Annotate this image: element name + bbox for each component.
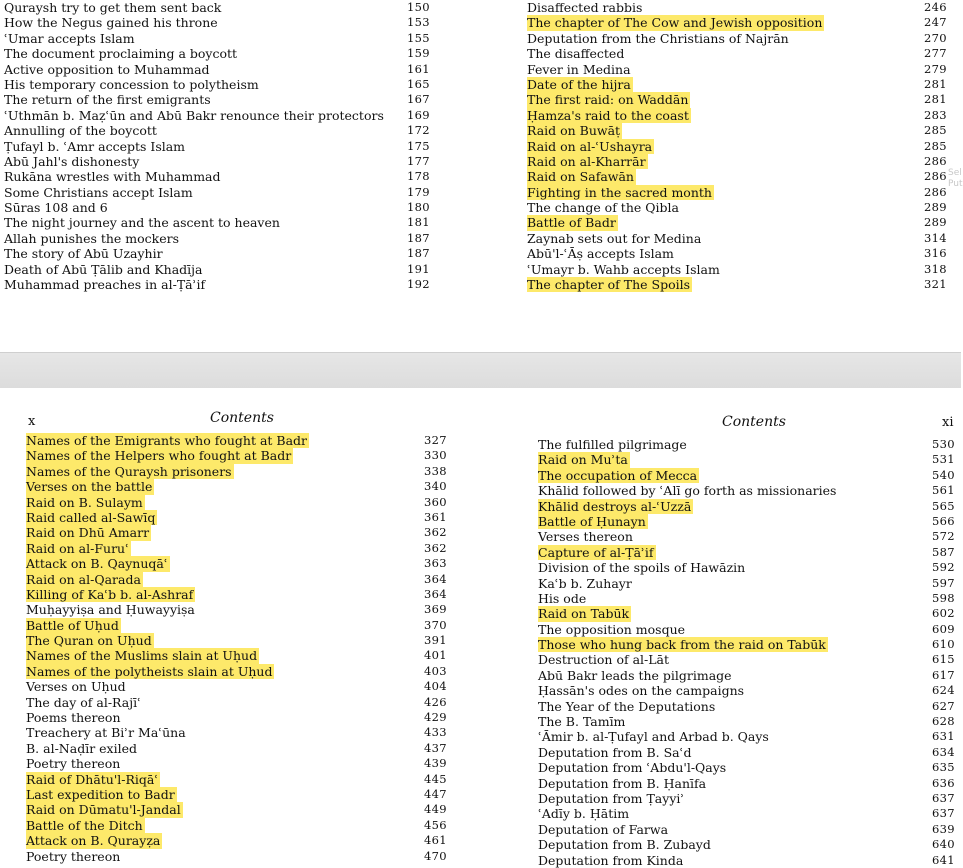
toc-entry xyxy=(4,154,439,169)
toc-entry-page: 572 xyxy=(932,529,955,544)
toc-entry-page: 449 xyxy=(424,802,447,817)
toc-entry-page: 597 xyxy=(932,575,955,590)
bottom-page-spread xyxy=(0,388,961,867)
toc-entry-page: 181 xyxy=(407,215,430,230)
toc-entry-title: Khālid followed by ʿAlī go forth as missionaries xyxy=(538,483,837,499)
toc-entry-page: 639 xyxy=(932,821,955,836)
toc-entry xyxy=(538,714,958,729)
toc-entry xyxy=(26,772,456,787)
toc-entry xyxy=(538,468,958,483)
toc-entry-title: Ḥassān's odes on the campaigns xyxy=(538,683,745,699)
toc-entry-page: 624 xyxy=(932,683,955,698)
toc-entry xyxy=(4,169,439,184)
toc-entry-page: 628 xyxy=(932,714,955,729)
toc-entry-page: 318 xyxy=(924,261,947,276)
toc-entry-title: The fulfilled pilgrimage xyxy=(538,437,687,452)
toc-entry xyxy=(538,529,958,544)
toc-entry-title: Raid on al-Qarada xyxy=(26,571,141,587)
toc-entry-title: Deputation from the Christians of Najrān xyxy=(527,30,789,46)
toc-entry xyxy=(538,652,958,667)
toc-entry xyxy=(26,725,456,740)
toc-entry-page: 150 xyxy=(407,0,430,14)
toc-entry-page: 369 xyxy=(424,602,447,617)
toc-entry-page: 631 xyxy=(932,729,955,744)
toc-entry xyxy=(26,818,456,833)
toc-entry-title: Raid on Muʾta xyxy=(538,452,628,468)
toc-entry xyxy=(527,62,957,77)
toc-entry-title: B. al-Naḍīr exiled xyxy=(26,740,137,756)
toc-entry-page: 321 xyxy=(924,277,947,292)
toc-entry xyxy=(26,587,456,602)
toc-entry-title: Battle of the Ditch xyxy=(26,817,143,833)
toc-entry xyxy=(538,637,958,652)
toc-entry-page: 279 xyxy=(924,61,947,76)
toc-entry-title: Names of the polytheists slain at Uḥud xyxy=(26,663,273,679)
toc-entry-page: 364 xyxy=(424,586,447,601)
page-number-right: xi xyxy=(942,415,954,430)
toc-entry-page: 338 xyxy=(424,463,447,478)
toc-entry-title: Some Christians accept Islam xyxy=(4,184,193,200)
toc-entry xyxy=(538,514,958,529)
toc-entry-page: 246 xyxy=(924,0,947,14)
toc-entry xyxy=(538,760,958,775)
toc-entry-page: 330 xyxy=(424,448,447,463)
toc-entry-title: Raid on al-Kharrār xyxy=(527,153,646,169)
toc-entry-title: Ḥamza's raid to the coast xyxy=(527,107,689,123)
toc-entry-title: His ode xyxy=(538,590,587,606)
toc-entry-page: 530 xyxy=(932,437,955,451)
toc-entry xyxy=(26,525,456,540)
toc-entry-page: 610 xyxy=(932,637,955,652)
toc-entry-page: 179 xyxy=(407,184,430,199)
toc-entry xyxy=(26,495,456,510)
toc-entry-page: 641 xyxy=(932,852,955,867)
toc-entry-title: Abū Bakr leads the pilgrimage xyxy=(538,667,732,683)
toc-entry-page: 565 xyxy=(932,498,955,513)
toc-entry-title: Raid on al-Furuʿ xyxy=(26,540,129,556)
toc-entry xyxy=(26,633,456,648)
toc-entry-page: 155 xyxy=(407,30,430,45)
toc-entry-title: The Year of the Deputations xyxy=(538,698,716,714)
toc-entry-page: 172 xyxy=(407,123,430,138)
toc-entry xyxy=(527,215,957,230)
toc-entry-page: 316 xyxy=(924,246,947,261)
toc-entry xyxy=(26,448,456,463)
toc-entry-page: 180 xyxy=(407,200,430,215)
toc-entry-title: Raid called al-Sawīq xyxy=(26,509,156,525)
toc-entry xyxy=(26,556,456,571)
toc-entry-title: Last expedition to Badr xyxy=(26,786,175,802)
toc-entry-title: Allah punishes the mockers xyxy=(4,230,180,246)
toc-entry-page: 281 xyxy=(924,92,947,107)
toc-entry xyxy=(4,139,439,154)
toc-entry-page: 175 xyxy=(407,138,430,153)
toc-entry-title: Killing of Kaʿb b. al-Ashraf xyxy=(26,586,194,602)
toc-entry-page: 363 xyxy=(424,556,447,571)
toc-entry-title: The occupation of Mecca xyxy=(538,467,698,483)
toc-entry-page: 447 xyxy=(424,786,447,801)
toc-entry-title: The day of al-Rajīʿ xyxy=(26,694,141,710)
toc-entry xyxy=(538,745,958,760)
toc-entry-page: 283 xyxy=(924,107,947,122)
toc-entry-page: 360 xyxy=(424,494,447,509)
top-page-fragment xyxy=(0,0,961,352)
toc-column-right-lower xyxy=(538,437,958,868)
toc-entry xyxy=(527,231,957,246)
toc-entry xyxy=(527,185,957,200)
toc-entry-title: ʿUmar accepts Islam xyxy=(4,30,135,46)
toc-entry-title: Deputation from ʿAbdu'l-Qays xyxy=(538,760,727,776)
toc-entry xyxy=(26,479,456,494)
toc-entry xyxy=(538,776,958,791)
toc-entry xyxy=(527,15,957,30)
toc-entry xyxy=(538,437,958,452)
toc-entry-page: 433 xyxy=(424,725,447,740)
toc-entry-title: Raid on Tabūk xyxy=(538,606,630,622)
toc-entry-title: Raid on Buwāṭ xyxy=(527,123,621,139)
toc-entry-page: 362 xyxy=(424,540,447,555)
toc-entry xyxy=(4,92,439,107)
toc-entry-page: 277 xyxy=(924,46,947,61)
toc-entry-title: Sūras 108 and 6 xyxy=(4,200,108,216)
toc-entry-page: 439 xyxy=(424,756,447,771)
toc-entry xyxy=(538,499,958,514)
toc-entry-title: Deputation from B. Saʿd xyxy=(538,744,692,760)
toc-entry xyxy=(527,200,957,215)
toc-entry xyxy=(4,0,439,15)
toc-entry xyxy=(26,433,456,448)
toc-entry-page: 540 xyxy=(932,467,955,482)
toc-entry xyxy=(26,802,456,817)
toc-entry-page: 426 xyxy=(424,694,447,709)
toc-entry xyxy=(538,452,958,467)
toc-entry-title: Poems thereon xyxy=(26,710,121,726)
toc-entry-page: 340 xyxy=(424,479,447,494)
toc-entry xyxy=(538,591,958,606)
toc-entry-page: 609 xyxy=(932,621,955,636)
toc-entry xyxy=(26,602,456,617)
toc-entry-title: The document proclaiming a boycott xyxy=(4,46,238,62)
toc-entry-page: 404 xyxy=(424,679,447,694)
toc-entry xyxy=(26,464,456,479)
toc-entry xyxy=(527,31,957,46)
toc-entry-title: His temporary concession to polytheism xyxy=(4,76,259,92)
running-header-left: Contents xyxy=(210,410,274,426)
toc-entry-title: ʿUthmān b. Maẓʿūn and Abū Bakr renounce their protectors xyxy=(4,107,384,123)
toc-entry xyxy=(26,756,456,771)
toc-entry xyxy=(26,679,456,694)
toc-entry-page: 286 xyxy=(924,169,947,184)
toc-entry-title: Attack on B. Qurayẓa xyxy=(26,833,161,849)
toc-entry xyxy=(4,231,439,246)
toc-entry-title: Poetry thereon xyxy=(26,848,121,864)
toc-entry xyxy=(538,683,958,698)
toc-entry-title: Quraysh try to get them sent back xyxy=(4,0,222,15)
toc-entry xyxy=(527,139,957,154)
toc-entry xyxy=(538,791,958,806)
toc-entry-title: Rukāna wrestles with Muhammad xyxy=(4,169,221,185)
toc-entry-page: 403 xyxy=(424,663,447,678)
toc-entry-title: Battle of Ḥunayn xyxy=(538,513,646,529)
toc-entry-page: 566 xyxy=(932,513,955,528)
toc-entry xyxy=(26,510,456,525)
toc-entry-page: 165 xyxy=(407,76,430,91)
toc-entry-page: 636 xyxy=(932,775,955,790)
toc-entry-title: Poetry thereon xyxy=(26,756,121,772)
toc-entry-title: Raid on Safawān xyxy=(527,169,634,185)
toc-entry xyxy=(527,108,957,123)
toc-entry-title: ʿAdīy b. Ḥātim xyxy=(538,806,630,822)
toc-entry xyxy=(538,622,958,637)
running-header-right: Contents xyxy=(722,414,786,430)
toc-entry xyxy=(26,695,456,710)
toc-entry-title: Treachery at Biʾr Maʿūna xyxy=(26,725,186,741)
toc-entry-title: Fever in Medina xyxy=(527,61,631,77)
toc-entry-title: The disaffected xyxy=(527,46,625,62)
toc-entry-page: 445 xyxy=(424,771,447,786)
toc-entry-page: 153 xyxy=(407,15,430,30)
toc-entry xyxy=(538,822,958,837)
toc-entry xyxy=(538,545,958,560)
toc-entry-title: Active opposition to Muhammad xyxy=(4,61,210,77)
toc-entry xyxy=(538,806,958,821)
toc-entry-title: The chapter of The Cow and Jewish opposition xyxy=(527,15,823,31)
toc-entry-page: 634 xyxy=(932,744,955,759)
toc-entry xyxy=(4,62,439,77)
clipped-sidebar-text: Sel Put xyxy=(948,168,963,189)
toc-entry xyxy=(527,0,957,15)
toc-entry-page: 285 xyxy=(924,123,947,138)
toc-entry-page: 364 xyxy=(424,571,447,586)
toc-entry xyxy=(527,46,957,61)
toc-entry-title: The return of the first emigrants xyxy=(4,92,211,108)
toc-entry xyxy=(527,262,957,277)
toc-entry-page: 281 xyxy=(924,76,947,91)
toc-entry xyxy=(26,849,456,864)
toc-entry-page: 178 xyxy=(407,169,430,184)
toc-entry-title: Muhammad preaches in al-Ṭāʾif xyxy=(4,277,206,293)
toc-entry xyxy=(527,154,957,169)
toc-entry-title: Names of the Muslims slain at Uḥud xyxy=(26,648,258,664)
toc-entry-page: 289 xyxy=(924,215,947,230)
toc-entry-page: 191 xyxy=(407,261,430,276)
toc-entry xyxy=(4,31,439,46)
toc-entry-page: 177 xyxy=(407,153,430,168)
toc-entry-page: 561 xyxy=(932,483,955,498)
toc-entry xyxy=(538,668,958,683)
toc-entry-title: Raid on B. Sulaym xyxy=(26,494,143,510)
toc-entry-title: The first raid: on Waddān xyxy=(527,92,689,108)
toc-entry-page: 159 xyxy=(407,46,430,61)
toc-entry-page: 602 xyxy=(932,606,955,621)
toc-entry xyxy=(26,787,456,802)
toc-column-right xyxy=(527,0,957,292)
toc-entry xyxy=(4,200,439,215)
toc-entry xyxy=(4,77,439,92)
toc-entry xyxy=(4,215,439,230)
toc-entry-page: 617 xyxy=(932,667,955,682)
toc-entry-title: Kaʿb b. Zuhayr xyxy=(538,575,632,591)
toc-entry xyxy=(26,618,456,633)
toc-entry-title: Date of the hijra xyxy=(527,76,631,92)
toc-entry-title: Deputation from B. Ḥanīfa xyxy=(538,775,707,791)
toc-entry xyxy=(538,699,958,714)
toc-entry-title: Division of the spoils of Hawāzin xyxy=(538,560,746,576)
toc-entry-page: 370 xyxy=(424,617,447,632)
toc-entry-page: 192 xyxy=(407,277,430,292)
toc-entry-page: 270 xyxy=(924,30,947,45)
toc-entry-title: The B. Tamīm xyxy=(538,714,626,730)
toc-entry-page: 361 xyxy=(424,509,447,524)
toc-entry xyxy=(538,483,958,498)
toc-entry-title: Names of the Emigrants who fought at Badr xyxy=(26,433,308,448)
toc-entry-page: 187 xyxy=(407,246,430,261)
toc-entry-title: Raid on al-ʿUshayra xyxy=(527,138,653,154)
toc-entry xyxy=(527,92,957,107)
toc-entry-title: Capture of al-Ṭāʾif xyxy=(538,544,654,560)
toc-entry-page: 167 xyxy=(407,92,430,107)
toc-entry-page: 285 xyxy=(924,138,947,153)
toc-entry-page: 289 xyxy=(924,200,947,215)
page-separator xyxy=(0,352,961,390)
toc-entry xyxy=(538,837,958,852)
toc-entry xyxy=(26,572,456,587)
toc-entry-title: Muḥayyiṣa and Ḥuwayyiṣa xyxy=(26,602,195,618)
toc-entry xyxy=(538,560,958,575)
toc-entry-page: 362 xyxy=(424,525,447,540)
toc-column-left-lower xyxy=(26,433,456,864)
toc-entry xyxy=(538,853,958,868)
toc-entry-page: 314 xyxy=(924,230,947,245)
toc-entry xyxy=(527,123,957,138)
toc-entry xyxy=(4,46,439,61)
toc-entry-title: Raid on Dūmatu'l-Jandal xyxy=(26,802,181,818)
toc-entry-title: Disaffected rabbis xyxy=(527,0,643,15)
toc-entry-page: 640 xyxy=(932,837,955,852)
toc-entry-page: 456 xyxy=(424,817,447,832)
toc-entry-title: The opposition mosque xyxy=(538,621,686,637)
toc-entry-title: Those who hung back from the raid on Tabūk xyxy=(538,637,826,653)
toc-entry-page: 286 xyxy=(924,153,947,168)
toc-entry xyxy=(4,246,439,261)
toc-entry-page: 169 xyxy=(407,107,430,122)
toc-entry-title: Raid on Dhū Amarr xyxy=(26,525,150,541)
toc-entry-title: Deputation from Kinda xyxy=(538,852,684,868)
toc-entry xyxy=(4,262,439,277)
toc-entry-title: Names of the Helpers who fought at Badr xyxy=(26,448,292,464)
toc-entry xyxy=(527,169,957,184)
toc-entry xyxy=(527,246,957,261)
toc-entry-page: 286 xyxy=(924,184,947,199)
toc-entry xyxy=(4,15,439,30)
toc-entry-page: 637 xyxy=(932,790,955,805)
toc-entry xyxy=(4,108,439,123)
toc-entry xyxy=(4,123,439,138)
toc-entry-title: Deputation from Ṭayyiʾ xyxy=(538,790,685,806)
toc-entry-title: ʿUmayr b. Wahb accepts Islam xyxy=(527,261,720,277)
toc-entry-title: Fighting in the sacred month xyxy=(527,184,712,200)
toc-entry-title: Zaynab sets out for Medina xyxy=(527,230,702,246)
toc-entry-title: Deputation of Farwa xyxy=(538,821,669,837)
toc-entry-title: The Quran on Uḥud xyxy=(26,633,152,649)
toc-entry-title: How the Negus gained his throne xyxy=(4,15,218,31)
toc-entry xyxy=(26,833,456,848)
toc-entry-page: 437 xyxy=(424,740,447,755)
toc-entry-title: The night journey and the ascent to heaven xyxy=(4,215,280,231)
toc-entry-page: 161 xyxy=(407,61,430,76)
toc-entry-page: 187 xyxy=(407,230,430,245)
toc-entry-title: The story of Abū Uzayhir xyxy=(4,246,163,262)
toc-entry-page: 531 xyxy=(932,452,955,467)
toc-entry xyxy=(26,648,456,663)
toc-entry xyxy=(26,741,456,756)
toc-entry-page: 247 xyxy=(924,15,947,30)
toc-entry-page: 592 xyxy=(932,560,955,575)
toc-entry-title: The chapter of The Spoils xyxy=(527,277,691,293)
toc-entry-page: 470 xyxy=(424,848,447,863)
toc-entry-title: Battle of Badr xyxy=(527,215,616,231)
toc-entry-page: 598 xyxy=(932,590,955,605)
toc-entry xyxy=(538,576,958,591)
toc-entry-title: Names of the Quraysh prisoners xyxy=(26,463,232,479)
toc-entry-title: Deputation from B. Zubayd xyxy=(538,837,711,853)
toc-entry-title: Attack on B. Qaynuqāʿ xyxy=(26,556,168,572)
page-number-left: x xyxy=(28,414,36,429)
toc-entry-page: 627 xyxy=(932,698,955,713)
toc-entry-title: Verses thereon xyxy=(538,529,633,545)
toc-entry-page: 429 xyxy=(424,710,447,725)
toc-entry-page: 635 xyxy=(932,760,955,775)
toc-column-left xyxy=(4,0,439,292)
toc-entry-title: The change of the Qibla xyxy=(527,200,679,216)
toc-entry-title: Abū'l-ʿĀṣ accepts Islam xyxy=(527,246,674,262)
toc-entry-page: 391 xyxy=(424,633,447,648)
toc-entry-title: Death of Abū Ṭālib and Khadīja xyxy=(4,261,203,277)
toc-entry-title: Khālid destroys al-ʿUzzā xyxy=(538,498,692,514)
toc-entry-title: Annulling of the boycott xyxy=(4,123,157,139)
toc-entry-page: 615 xyxy=(932,652,955,667)
toc-entry xyxy=(4,185,439,200)
toc-entry xyxy=(26,664,456,679)
toc-entry-title: Raid of Dhātu'l-Riqāʿ xyxy=(26,771,159,787)
toc-entry-title: Battle of Uḥud xyxy=(26,617,119,633)
toc-entry xyxy=(527,277,957,292)
toc-entry xyxy=(4,277,439,292)
toc-entry xyxy=(26,710,456,725)
toc-entry-title: ʿĀmir b. al-Ṭufayl and Arbad b. Qays xyxy=(538,729,769,745)
toc-entry-page: 637 xyxy=(932,806,955,821)
toc-entry-title: Verses on the battle xyxy=(26,479,153,495)
toc-entry xyxy=(538,606,958,621)
toc-entry-title: Verses on Uḥud xyxy=(26,679,126,695)
toc-entry xyxy=(527,77,957,92)
toc-entry-page: 327 xyxy=(424,433,447,447)
toc-entry-title: Destruction of al-Lāt xyxy=(538,652,670,668)
toc-entry-page: 461 xyxy=(424,833,447,848)
toc-entry-title: Abū Jahl's dishonesty xyxy=(4,153,140,169)
toc-entry xyxy=(26,541,456,556)
toc-entry-title: Ṭufayl b. ʿAmr accepts Islam xyxy=(4,138,186,154)
toc-entry-page: 587 xyxy=(932,544,955,559)
toc-entry xyxy=(538,729,958,744)
toc-entry-page: 401 xyxy=(424,648,447,663)
